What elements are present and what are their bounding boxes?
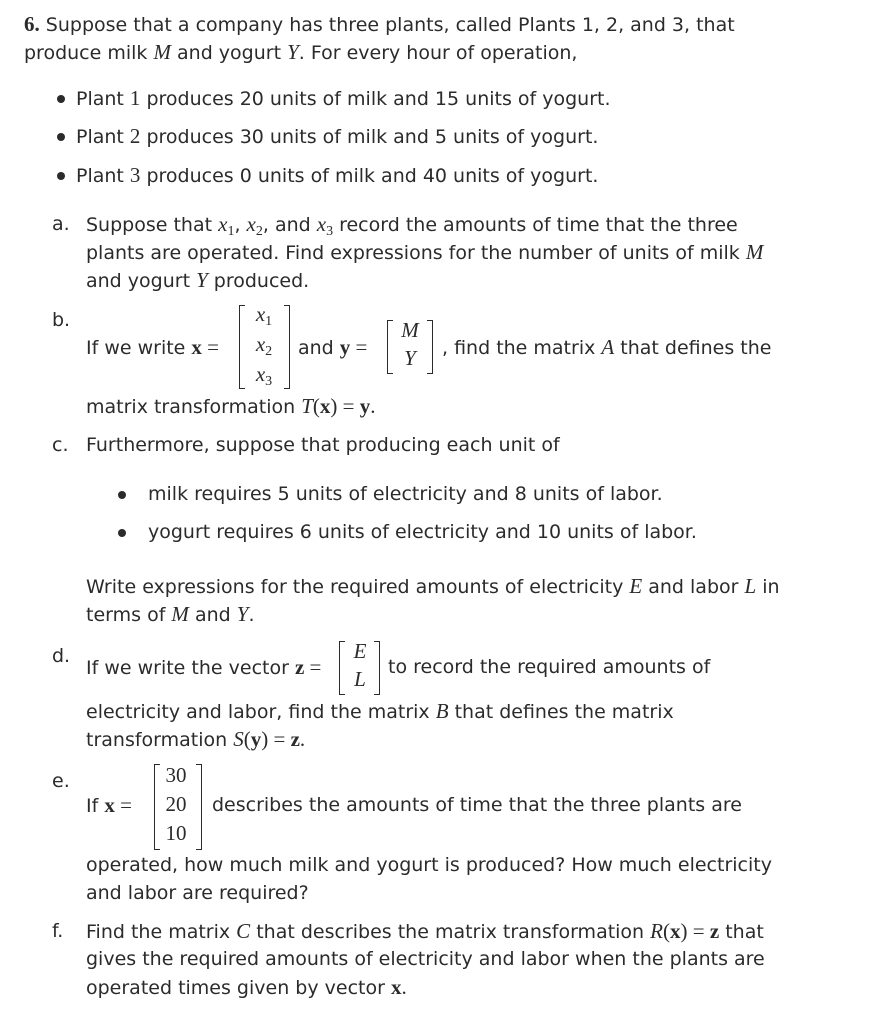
problem-number: 6. <box>24 12 40 36</box>
part-a-line1: Suppose that $x_1$, $x_2$, and $x_3$ record the amounts of time that the three <box>86 212 738 239</box>
part-e-line1: describes the amounts of time that the three plants are <box>212 794 742 816</box>
part-d-line1: If we write the vector z = <box>86 655 322 679</box>
bullet-icon <box>57 172 65 180</box>
bullet-icon <box>57 95 65 103</box>
problem-intro-line1: 6. Suppose that a company has three plants, called Plants 1, 2, and 3, that <box>24 12 735 36</box>
part-b-label: b. <box>52 309 71 331</box>
part-d-label: d. <box>52 645 71 667</box>
part-c-bullet-yogurt: yogurt requires 6 units of electricity and 10 units of labor. <box>148 521 697 543</box>
part-d-line3: transformation S(y) = z. <box>86 727 306 751</box>
part-e-line3: and labor are required? <box>86 882 309 904</box>
part-c-write-line1: Write expressions for the required amounts of electricity E and labor L in <box>86 574 780 598</box>
part-a-line3: and yogurt Y produced. <box>86 268 310 292</box>
part-e-if: If x = <box>86 793 132 817</box>
part-c-line1: Furthermore, suppose that producing each unit of <box>86 434 560 456</box>
part-d-line1-end: to record the required amounts of <box>388 656 711 678</box>
plant-item-3: Plant 3 produces 0 units of milk and 40 units of yogurt. <box>76 163 599 187</box>
part-e-line2: operated, how much milk and yogurt is produced? How much electricity <box>86 854 772 876</box>
plant-item-2: Plant 2 produces 30 units of milk and 5 units of yogurt. <box>76 124 599 148</box>
bullet-icon <box>118 529 126 537</box>
part-c-label: c. <box>52 434 69 456</box>
part-f-line3: operated times given by vector x. <box>86 975 407 999</box>
part-b-if-text: If we write x = <box>86 335 220 359</box>
part-d-line2: electricity and labor, find the matrix B that defines the matrix <box>86 699 674 723</box>
part-a-label: a. <box>52 213 70 235</box>
part-f-line1: Find the matrix C that describes the matrix transformation R(x) = z that <box>86 919 764 943</box>
part-f-line2: gives the required amounts of electricity and labor when the plants are <box>86 948 765 970</box>
part-b-find-text: , find the matrix A that defines the <box>442 335 772 359</box>
part-f-label: f. <box>52 920 64 942</box>
problem-intro-line2: produce milk M and yogurt Y. For every hour of operation, <box>24 40 578 64</box>
part-b-line2: matrix transformation T(x) = y. <box>86 394 376 418</box>
part-a-line2: plants are operated. Find expressions for the number of units of milk M <box>86 240 764 264</box>
part-b-and-y: and y = <box>298 335 368 359</box>
part-c-write-line2: terms of M and Y. <box>86 602 255 626</box>
bullet-icon <box>118 491 126 499</box>
part-c-bullet-milk: milk requires 5 units of electricity and 8 units of labor. <box>148 483 663 505</box>
bullet-icon <box>57 133 65 141</box>
part-e-label: e. <box>52 770 70 792</box>
plant-item-1: Plant 1 produces 20 units of milk and 15 units of yogurt. <box>76 86 611 110</box>
